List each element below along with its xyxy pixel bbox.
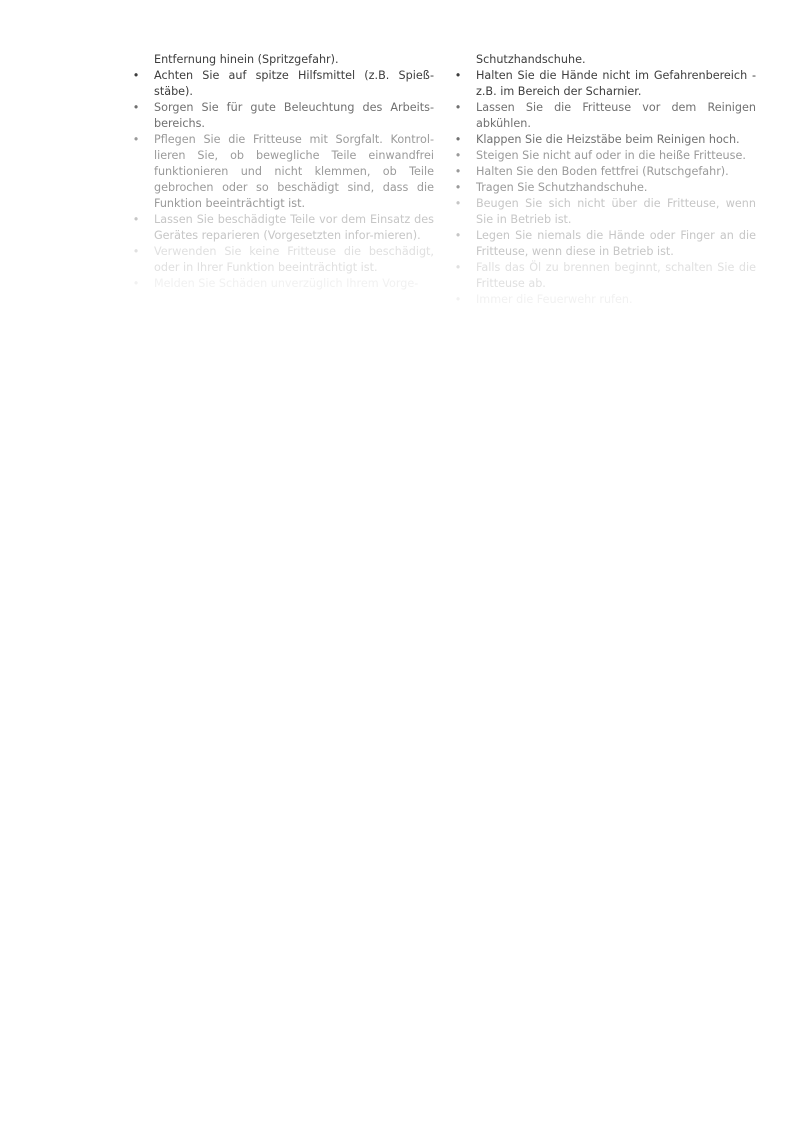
left-bullet-list [132,68,434,292]
bullet-icon: • [132,213,140,226]
bullet-icon: • [454,69,462,82]
list-item: • Lassen Sie die Fritteuse vor dem Reinigen abkühlen. [476,100,756,132]
bullet-icon: • [454,149,462,162]
list-item: • Beugen Sie sich nicht über die Fritteuse, wenn Sie in Betrieb ist. [476,196,756,228]
list-item: • Legen Sie niemals die Hände oder Finger an die Fritteuse, wenn diese in Betrieb ist. [476,228,756,260]
bullet-icon: • [454,293,462,306]
list-item: • Halten Sie die Hände nicht im Gefahrenbereich - z.B. im Bereich der Scharnier. [476,68,756,100]
list-item: • Falls das Öl zu brennen beginnt, schalten Sie die Fritteuse ab. [476,260,756,292]
bullet-icon: • [454,197,462,210]
list-item: • Achten Sie auf spitze Hilfsmittel (z.B. Spieß-stäbe). [154,68,434,100]
bullet-icon: • [132,69,140,82]
bullet-icon: • [454,229,462,242]
list-item: • Sorgen Sie für gute Beleuchtung des Arbeits-bereichs. [154,100,434,132]
list-item: • Halten Sie den Boden fettfrei (Rutschgefahr). [476,164,756,180]
bullet-icon: • [132,133,140,146]
bullet-icon: • [454,261,462,274]
list-item: • Melden Sie Schäden unverzüglich Ihrem Vorge- [154,276,434,292]
bullet-icon: • [132,277,140,290]
bullet-icon: • [132,101,140,114]
right-bullet-list [454,68,756,308]
bullet-icon: • [454,133,462,146]
list-item: • Tragen Sie Schutzhandschuhe. [476,180,756,196]
bullet-icon: • [132,245,140,258]
list-item: • Pflegen Sie die Fritteuse mit Sorgfalt. Kontrol-lieren Sie, ob bewegliche Teile einwandfrei funktionieren und nicht klemmen, ob Teile gebrochen oder so beschädigt sind, dass die Funktion beeinträchtigt ist. [154,132,434,212]
list-item: • Steigen Sie nicht auf oder in die heiße Fritteuse. [476,148,756,164]
right-column [454,52,756,308]
bullet-icon: • [454,165,462,178]
left-column [132,52,434,292]
right-continuation-text: Schutzhandschuhe. [476,53,586,66]
bullet-icon: • [454,101,462,114]
list-item: • Verwenden Sie keine Fritteuse die beschädigt, oder in Ihrer Funktion beeinträchtigt ist. [154,244,434,276]
left-continuation-text: Entfernung hinein (Spritzgefahr). [154,53,339,66]
list-item: • Immer die Feuerwehr rufen. [476,292,756,308]
bullet-icon: • [454,181,462,194]
list-item: • Klappen Sie die Heizstäbe beim Reinigen hoch. [476,132,756,148]
list-item: • Lassen Sie beschädigte Teile vor dem Einsatz des Gerätes reparieren (Vorgesetzten infor-mieren). [154,212,434,244]
